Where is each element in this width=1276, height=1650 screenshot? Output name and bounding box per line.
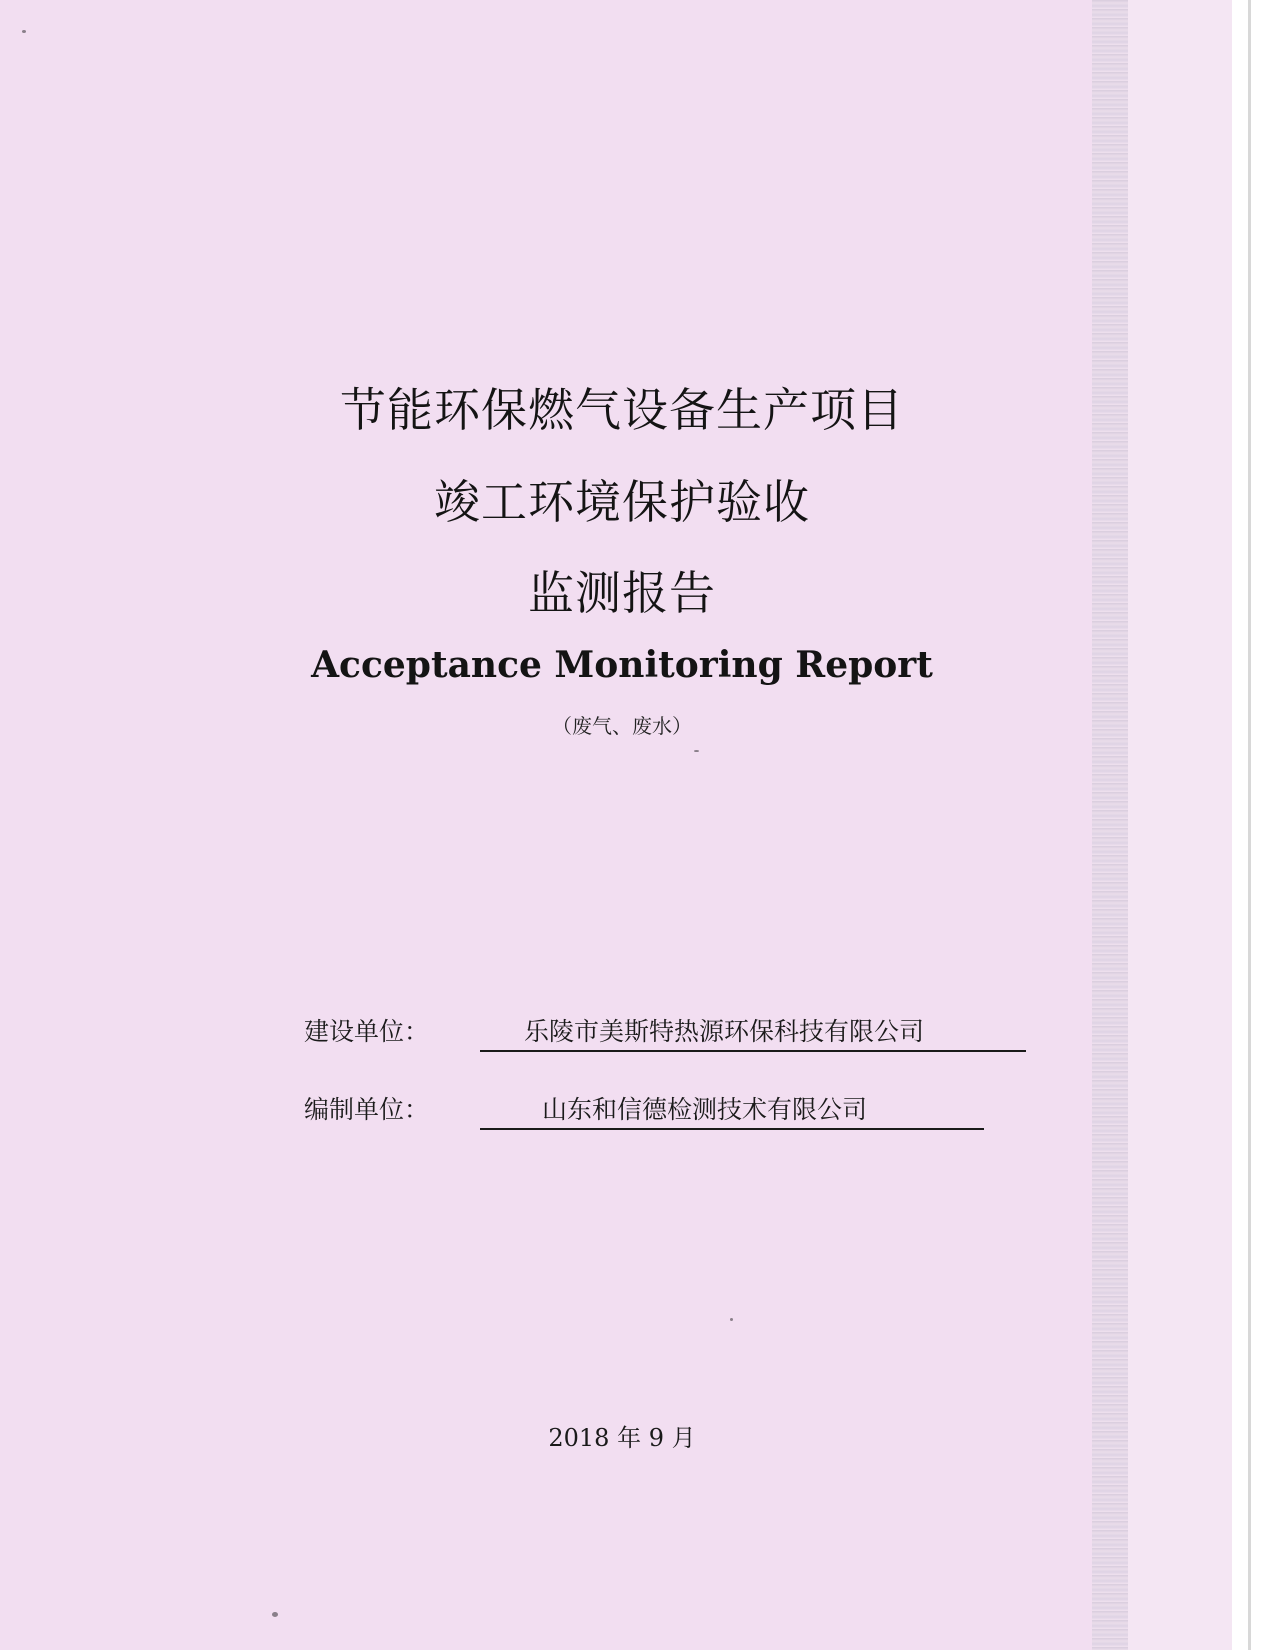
report-title-english: Acceptance Monitoring Report: [311, 644, 933, 686]
construction-unit-value: 乐陵市美斯特热源环保科技有限公司: [480, 1012, 1026, 1052]
compiling-unit-value: 山东和信德检测技术有限公司: [480, 1090, 984, 1130]
scan-edge-shadow: [1092, 0, 1128, 1650]
scan-border-line: [1248, 0, 1251, 1650]
report-title-line-1: 节能环保燃气设备生产项目: [340, 383, 904, 437]
construction-unit-label: 建设单位：: [304, 1017, 430, 1046]
report-subtitle: （废气、废水）: [552, 714, 692, 738]
report-date: 2018 年 9 月: [548, 1424, 696, 1452]
scan-speck: [22, 30, 26, 33]
report-title-line-3: 监测报告: [528, 566, 716, 620]
page-margin-strip: [1128, 0, 1232, 1650]
compiling-unit-label: 编制单位：: [304, 1095, 430, 1124]
scan-speck: [694, 750, 699, 752]
scan-speck: [730, 1318, 733, 1321]
report-title-line-2: 竣工环境保护验收: [434, 475, 810, 529]
scan-speck: [272, 1612, 278, 1617]
